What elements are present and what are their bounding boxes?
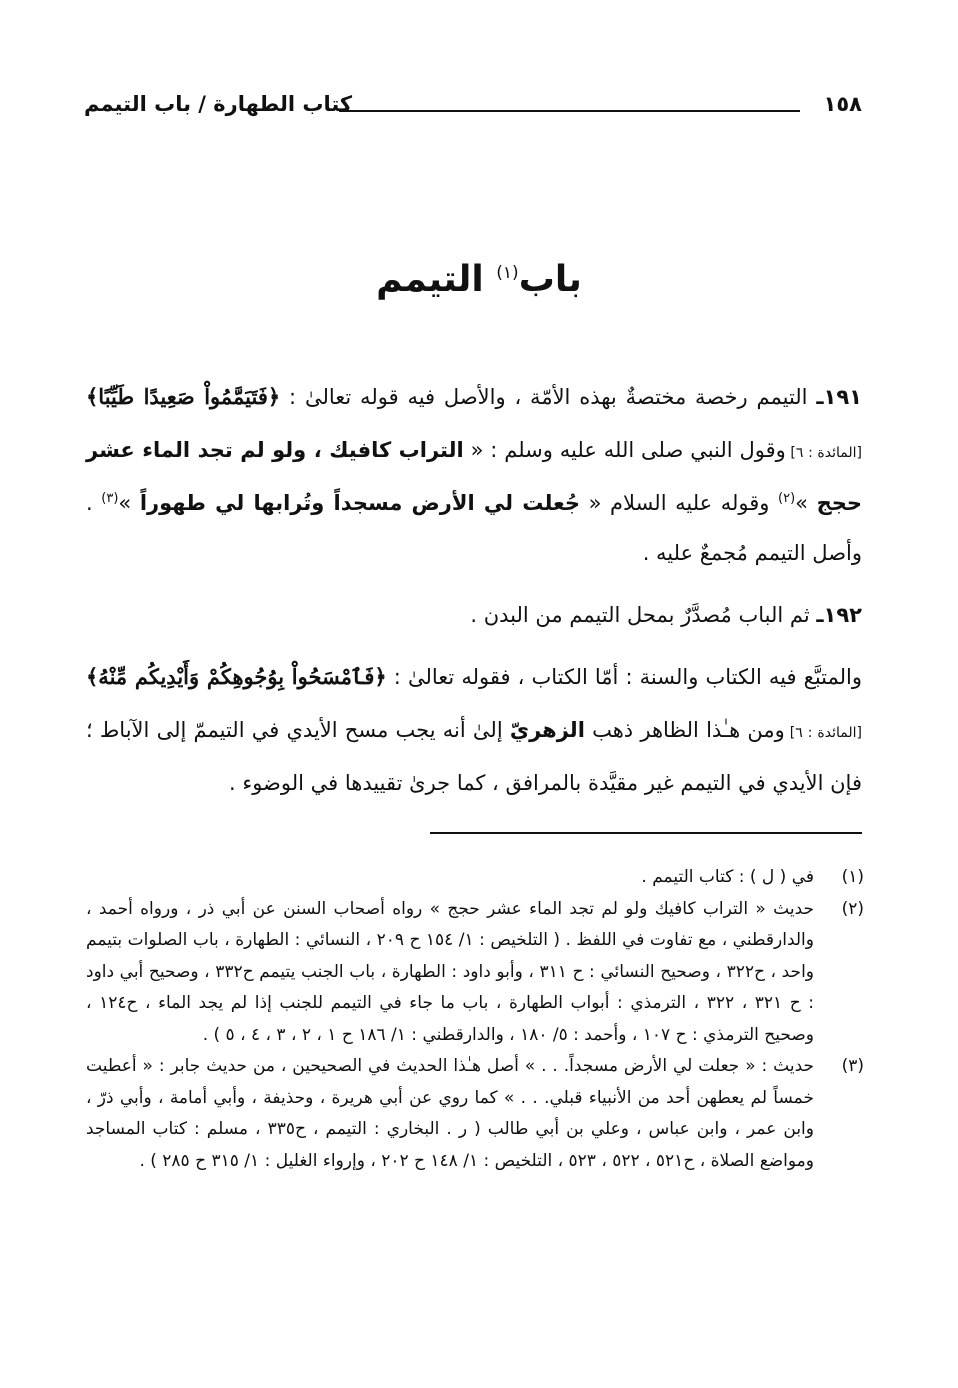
paragraph-number: ١٩٢ـ [816, 603, 862, 627]
footnote-text: في ( ل ) : كتاب التيمم . [641, 867, 814, 887]
footnote-ref-3: (٣) [101, 491, 119, 506]
paragraph-191 [86, 372, 862, 578]
text-run: » [118, 491, 140, 515]
text-run: » [795, 491, 817, 515]
paragraph-number: ١٩١ـ [816, 385, 862, 409]
chapter-title [0, 258, 958, 301]
text-run: والمتبَّع فيه الكتاب والسنة : أمّا الكتاب ، فقوله تعالىٰ : [386, 665, 863, 689]
quran-verse: ﴿فَتَيَمَّمُواْ صَعِيدًا طَيِّبًا﴾ [86, 384, 281, 409]
footnote-text: حديث « التراب كافيك ولو لم تجد الماء عشر حجج » رواه أصحاب السنن عن أبي ذر ، ورواه أحمد ، والدارقطني ، مع تفاوت في اللفظ . ( التلخيص : ١/ ١٥٤ ح ٢٠٩ ، النسائي : الطهارة ، باب الصلوات بتيمم واحد ، ح٣٢٢ ، وصحيح النسائي : ح ٣١١ ، وأبو داود : الطهارة ، باب الجنب يتيمم ح٣٣٢ ، وصحيح أبي داود : ح ٣٢١ ، ٣٢٢ ، الترمذي : أبواب الطهارة ، باب ما جاء في التيمم للجنب إذا لم يجد الماء ، ح١٢٤ ، وصحيح الترمذي : ح ١٠٧ ، وأحمد : ٥/ ١٨٠ ، والدارقطني : ١/ ١٨٦ ح ١ ، ٢ ، ٣ ، ٤ ، ٥ ) . [86, 898, 815, 1045]
footnote-marker: (١) [841, 867, 864, 887]
chapter-title-part1: باب [518, 259, 582, 300]
text-run: وقول النبي صلى الله عليه وسلم : « [463, 438, 786, 462]
text-run: ثم الباب مُصدَّرٌ بمحل التيمم من البدن . [470, 603, 817, 627]
body-text [86, 372, 862, 808]
paragraph-followup [86, 652, 862, 808]
running-header [84, 92, 862, 126]
text-run: وقوله عليه السلام « [580, 491, 779, 515]
text-run: . وأصل التيمم مُجمعٌ عليه . [86, 491, 862, 565]
hadith-quote: التراب كافيك ، ولو لم تجد الماء عشر حجج [86, 438, 862, 515]
text-run: ومن هـٰذا الظاهر ذهب [584, 718, 785, 742]
footnote-separator [430, 832, 862, 834]
verse-reference: [المائدة : ٦] [784, 725, 862, 741]
footnote [86, 1051, 864, 1177]
footnote-ref-2: (٢) [778, 491, 796, 506]
page-number: ١٥٨ [823, 92, 862, 116]
footnote [86, 862, 864, 894]
footnote-marker: (٣) [841, 1056, 864, 1076]
hadith-quote: جُعلت لي الأرض مسجداً وتُرابها لي طهوراً [139, 491, 581, 515]
chapter-title-part2: التيمم [376, 259, 484, 300]
header-rule [339, 110, 800, 112]
footnote-marker: (٢) [841, 898, 864, 919]
text-run: إلىٰ أنه يجب مسح الأيدي في التيممّ إلى الآباط ؛ فإن الأيدي في التيمم غير مقيَّدة بالمرافق ، كما جرىٰ تقييدها في الوضوء . [86, 718, 862, 795]
verse-reference: [المائدة : ٦] [785, 445, 862, 461]
footnote-text: حديث : « جعلت لي الأرض مسجداً. . . » أصل هـٰذا الحديث في الصحيحين ، من حديث جابر : « أعطيت خمساً لم يعطهن أحد من الأنبياء قبلي. . . » كما روي عن أبي هريرة ، وحذيفة ، وأبي أمامة ، وأبي ذرّ ، وابن عمر ، وابن عباس ، وعلي بن أبي طالب ( ر . البخاري : التيمم ، ح٣٣٥ ، مسلم : كتاب المساجد ومواضع الصلاة ، ح٥٢١ ، ٥٢٢ ، ٥٢٣ ، التلخيص : ١/ ١٤٨ ح ٢٠٢ ، وإرواء الغليل : ١/ ٣١٥ ح ٢٨٥ ) . [86, 1056, 814, 1171]
running-header-title: كتاب الطهارة / باب التيمم [84, 92, 353, 116]
chapter-title-footnote-marker: (١) [496, 263, 519, 283]
text-run: التيمم رخصة مختصةٌ بهذه الأمّة ، والأصل فيه قوله تعالىٰ : [280, 385, 817, 409]
footnotes [86, 862, 864, 1177]
scholar-name: الزهريّ [509, 718, 585, 742]
paragraph-192 [86, 590, 862, 640]
footnote [86, 894, 864, 1052]
quran-verse: ﴿فَٱمْسَحُواْ بِوُجُوهِكُمْ وَأَيْدِيكُم مِّنْهُ﴾ [86, 664, 387, 689]
